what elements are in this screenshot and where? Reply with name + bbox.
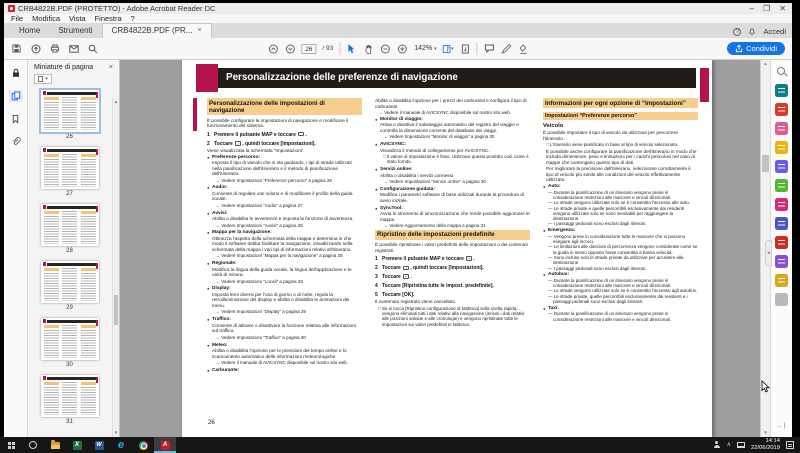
step bbox=[207, 132, 362, 138]
bullet-item bbox=[207, 230, 362, 259]
bullet-item bbox=[375, 206, 530, 230]
thumbnail-page-number: 26 bbox=[66, 134, 73, 140]
search-icon[interactable] bbox=[87, 43, 98, 55]
scroll-down-icon[interactable]: ▾ bbox=[114, 430, 118, 436]
thumbnail-page-number: 30 bbox=[66, 362, 73, 368]
page-thumbnail[interactable] bbox=[41, 318, 99, 368]
step-number: 2 bbox=[375, 265, 378, 272]
menu-bar bbox=[4, 14, 792, 23]
step bbox=[375, 292, 530, 298]
cross-reference: → Vedere Impostazioni “Avvisi” a pagina 28 bbox=[215, 222, 303, 228]
chevron-down-icon: ▾ bbox=[451, 45, 454, 52]
page-column-left bbox=[207, 98, 362, 437]
edge-icon bbox=[118, 440, 124, 451]
thumbnail-list bbox=[28, 86, 119, 437]
page-thumbnail[interactable] bbox=[41, 261, 99, 311]
bullet-icon: ● bbox=[375, 167, 378, 173]
cross-reference: → Vedere Impostazioni “Preferenze percorso” a pagina 26 bbox=[215, 177, 332, 183]
cortana-icon bbox=[29, 441, 37, 449]
bullet-term: Avvisi: bbox=[212, 210, 228, 216]
tab-close-icon[interactable]: × bbox=[197, 27, 202, 34]
bullet-icon: ● bbox=[207, 230, 210, 236]
paragraph: È possibile anche configurare la pianificazione dell'itinerario in modo che includa dimensione, peso e limitazioni per i carichi pericolosi nel caso di mappe che contengano questo tipo di dati. bbox=[546, 148, 697, 165]
bullet-term: Monitor di viaggio: bbox=[380, 116, 423, 122]
step-number: 1 bbox=[375, 256, 378, 263]
cross-reference: → Vedere il manuale di AVICSYNC disponibile sul nostro sito web. bbox=[215, 360, 349, 366]
select-tool-button[interactable] bbox=[346, 43, 357, 55]
zoom-level-select[interactable] bbox=[414, 45, 436, 52]
fill-sign-icon[interactable] bbox=[775, 198, 788, 211]
bullet-item bbox=[207, 343, 362, 367]
protected-lock-icon bbox=[9, 67, 23, 79]
search-tools-icon[interactable] bbox=[775, 65, 788, 78]
bullet-term: AVICSYNC: bbox=[380, 142, 407, 148]
tab-bar bbox=[4, 23, 792, 38]
people-icon[interactable] bbox=[713, 441, 721, 449]
bullet-desc: Modifica i parametri software di base utilizzati durante la procedura di avvio iniziale. bbox=[380, 192, 524, 203]
bullet-term: SyncTool: bbox=[380, 205, 403, 211]
scroll-down-icon[interactable]: ▾ bbox=[764, 430, 767, 436]
bullet-icon: ● bbox=[543, 184, 546, 190]
dash-item: — Le strade private, quelle percorribili esclusivamente dai residenti e i passaggi pedonali sono esclusi dagli itinerari. bbox=[548, 293, 688, 305]
share-button[interactable] bbox=[727, 42, 785, 55]
bullet-icon: ● bbox=[375, 186, 378, 192]
reference-arrow-icon: → bbox=[383, 223, 389, 229]
step-number: 5 bbox=[375, 292, 378, 299]
mouse-cursor bbox=[761, 380, 771, 393]
cross-reference: → Vedere Impostazioni “Mappa per la navigazione” a pagina 28 bbox=[215, 253, 343, 259]
dash-item: — Durante la pianificazione di un itinerario vengono prese in considerazione restrizioni alle manovre e vincoli direzionali. bbox=[548, 277, 672, 289]
step-text: Toccare [OK]. bbox=[382, 292, 415, 299]
bullet-desc: Consente di regolare vari volumi e di modificare il profilo della guida vocale. bbox=[212, 190, 353, 202]
collapse-panel-handle[interactable]: ◂ bbox=[765, 240, 772, 266]
bullet-icon: ● bbox=[207, 367, 210, 373]
organize-pages-icon[interactable] bbox=[775, 179, 788, 192]
sign-in-button[interactable]: Accedi bbox=[763, 27, 786, 36]
bullet-item bbox=[375, 167, 530, 185]
tools-panel bbox=[767, 60, 792, 437]
reference-arrow-icon: → bbox=[378, 110, 383, 115]
hand-tool-button[interactable] bbox=[363, 43, 374, 55]
print-icon[interactable] bbox=[49, 43, 60, 55]
bullet-item bbox=[207, 261, 362, 285]
bullet-item bbox=[207, 185, 362, 209]
zoom-in-button[interactable] bbox=[397, 43, 408, 55]
note-line: □ Se si tocca [Ripristino configurazione di fabbrica] sulla scelta rapida, vengono eliminati tutti i dati relativi alla navigazione (inclusi i dati relativi alle posizioni salvate e alle cronologie) e vengono ripristinate tutte le impostazioni sui valori predefiniti in fabbrica. bbox=[378, 305, 525, 327]
cross-reference: → Vedere Impostazioni “Audio” a pagina 27 bbox=[215, 202, 303, 208]
step-number: 2 bbox=[207, 140, 210, 147]
bullet-term: Configurazione guidata: bbox=[380, 186, 435, 192]
cross-reference: → Vedere Aggiornamento della mappa a pagina 31 bbox=[383, 223, 486, 229]
bullet-desc: Ottimizza l'aspetto della schermata della mappa e determina in che modo il software debba facilitare la navigazione, visualizzando nella schermata della mappa i vari tipi di informazioni relativi all'itinerario. bbox=[212, 235, 353, 252]
acrobat-icon bbox=[161, 441, 170, 450]
bullet-icon: ● bbox=[543, 272, 546, 278]
menu-modifica[interactable]: Modifica bbox=[32, 14, 61, 23]
note-line: □ L'itinerario viene pianificato in base al tipo di veicolo selezionato. bbox=[546, 142, 679, 148]
bell-icon[interactable] bbox=[748, 27, 756, 36]
step-number: 1 bbox=[207, 131, 210, 138]
bullet-icon: ● bbox=[375, 116, 378, 122]
step-text: Toccare › , quindi toccare [Impostazioni]. bbox=[382, 265, 484, 272]
file-explorer-icon bbox=[51, 442, 60, 449]
send-comments-icon[interactable] bbox=[775, 274, 788, 287]
page-number-input[interactable]: 26 bbox=[301, 44, 316, 54]
content-area bbox=[4, 60, 792, 437]
thumbnail-page-number: 29 bbox=[66, 305, 73, 311]
bullet-term: Meteo: bbox=[212, 342, 228, 348]
thumbnail-options-button[interactable]: ▾ bbox=[34, 74, 52, 84]
reference-arrow-icon: → bbox=[215, 360, 221, 366]
dash-item: — I passaggi pedonali sono esclusi dagli itinerari. bbox=[548, 265, 647, 271]
bookmarks-icon[interactable] bbox=[9, 113, 23, 125]
paragraph: È possibile ripristinare i valori predefiniti delle impostazioni o dei contenuti registrati. bbox=[375, 242, 528, 253]
bullet-term: Autobus: bbox=[548, 272, 570, 278]
bullet-item bbox=[543, 228, 698, 271]
taskbar bbox=[0, 437, 800, 453]
menu-finestra[interactable]: Finestra bbox=[94, 14, 122, 23]
bullet-desc: Abilita o disabilita l'opzione per le previsioni del tempo online e lo scaricamento automatico delle informazioni meteorologiche. bbox=[212, 348, 347, 359]
maximize-button[interactable]: ❐ bbox=[763, 4, 771, 13]
tray-chevron-icon[interactable]: ∧ bbox=[726, 442, 731, 448]
zoom-out-button[interactable] bbox=[380, 43, 391, 55]
action-center-icon[interactable] bbox=[786, 441, 794, 449]
toolbar bbox=[4, 38, 792, 60]
paragraph: È possibile configurare le impostazioni di navigazione e modificare il funzionamento del sistema. bbox=[207, 117, 349, 128]
page-footer-number: 26 bbox=[208, 420, 215, 426]
page-column-right bbox=[543, 98, 698, 437]
bullet-term: Emergenza: bbox=[548, 228, 576, 234]
clock[interactable] bbox=[751, 438, 780, 451]
page-total-label: / 93 bbox=[322, 45, 334, 52]
panel-close-icon[interactable]: × bbox=[108, 64, 113, 71]
paragraph: Per migliorare la precisione dell'itinerario, selezionare correttamente il tipo di veicolo più simile alle condizioni del veicolo effettivamente utilizzato. bbox=[546, 166, 691, 183]
bullet-item bbox=[207, 155, 362, 184]
taskbar-excel[interactable] bbox=[66, 437, 88, 453]
upload-cloud-icon[interactable] bbox=[30, 43, 41, 55]
menu-key-icon bbox=[466, 256, 472, 261]
step bbox=[207, 141, 362, 147]
dash-item: — Le strade private e quelle percorribili esclusivamente dai residenti vengono utilizzate solo se sono inevitabili per raggiungere la destinazione. bbox=[548, 205, 685, 222]
chrome-icon bbox=[139, 441, 148, 450]
protect-icon[interactable] bbox=[775, 217, 788, 230]
minimize-button[interactable]: – bbox=[749, 4, 755, 13]
pencil-tool-button[interactable] bbox=[501, 43, 512, 55]
taskbar-word[interactable] bbox=[88, 437, 110, 453]
step-text: Toccare . bbox=[382, 274, 412, 281]
menu-key-icon bbox=[403, 274, 409, 279]
tab-strumenti[interactable]: Strumenti bbox=[58, 26, 93, 35]
acrobat-logo-icon bbox=[8, 5, 15, 12]
step-text: Premere il pulsante MAP e toccare . bbox=[382, 256, 475, 263]
next-key-icon: › bbox=[235, 141, 241, 146]
combine-files-icon[interactable] bbox=[775, 160, 788, 173]
tab-document[interactable] bbox=[102, 23, 212, 38]
taskbar-chrome[interactable] bbox=[132, 437, 154, 453]
step bbox=[375, 265, 530, 271]
bullet-item bbox=[375, 187, 530, 205]
sign-certificates-icon[interactable] bbox=[775, 255, 788, 268]
taskbar-cortana[interactable] bbox=[22, 437, 44, 453]
bullet-desc: Abilita o disabilita le avvertenze e imposta la funzione di avvertenza. bbox=[212, 216, 354, 222]
thumbnail-page-number: 28 bbox=[66, 248, 73, 254]
bullet-desc: Abilita o disabilita i servizi connessi. bbox=[380, 172, 455, 178]
step-text: Toccare [Ripristina tutte le impost. predefinite]. bbox=[382, 283, 494, 290]
document-area bbox=[120, 60, 760, 437]
cross-reference: → Vedere Impostazioni “Locali” a pagina 29 bbox=[215, 278, 303, 284]
network-icon[interactable] bbox=[737, 442, 745, 448]
window-title: CRB4822B.PDF (PROTETTO) - Adobe Acrobat Reader DC bbox=[18, 4, 216, 13]
paragraph: È possibile impostare il tipo di veicolo da utilizzare per percorrere l'itinerario. bbox=[543, 130, 678, 141]
bullet-item bbox=[207, 368, 362, 374]
step-text: Toccare › , quindi toccare [Impostazioni]. bbox=[214, 140, 316, 147]
chevron-down-icon: ▾ bbox=[434, 45, 437, 52]
bullet-icon: ● bbox=[207, 261, 210, 267]
reference-arrow-icon: → bbox=[215, 177, 221, 183]
tab-home[interactable]: Home bbox=[19, 26, 41, 35]
taskbar-file-explorer[interactable] bbox=[44, 437, 66, 453]
thumbnails-panel-title: Miniature di pagina bbox=[34, 64, 94, 71]
next-page-button[interactable] bbox=[284, 43, 295, 55]
section-stripe bbox=[193, 98, 197, 131]
comment-tool-button[interactable] bbox=[484, 43, 495, 55]
bullet-icon: ● bbox=[375, 205, 378, 211]
page-thumbnails-icon[interactable] bbox=[9, 90, 23, 102]
bullet-item bbox=[543, 306, 698, 322]
step-number: 4 bbox=[375, 283, 378, 290]
next-key-icon: › bbox=[403, 266, 409, 271]
bullet-item bbox=[543, 272, 698, 304]
bullet-icon: ● bbox=[543, 305, 546, 311]
clock-time: 14:14 bbox=[765, 438, 780, 445]
bullet-term: Audio: bbox=[212, 185, 228, 191]
menu-key-icon bbox=[298, 132, 304, 137]
step-text: Premere il pulsante MAP e toccare . bbox=[214, 131, 307, 138]
taskbar-acrobat[interactable] bbox=[154, 437, 176, 453]
acrobat-window bbox=[4, 3, 792, 437]
optimize-pdf-icon[interactable] bbox=[775, 236, 788, 249]
bullet-term: Display: bbox=[212, 286, 231, 292]
comment-icon[interactable] bbox=[775, 141, 788, 154]
bullet-term: Carburante: bbox=[212, 367, 240, 373]
bullet-item bbox=[375, 142, 530, 166]
bullet-term: Taxi: bbox=[548, 305, 559, 311]
paragraph: Il contenuto registrato viene cancellato. bbox=[375, 299, 457, 305]
section-heading: Informazioni per ogni opzione di “Impostazioni” bbox=[543, 98, 698, 108]
bullet-term: Regionale: bbox=[212, 261, 237, 267]
create-pdf-icon[interactable] bbox=[775, 103, 788, 116]
thumbnails-scrollbar[interactable] bbox=[112, 98, 119, 437]
menu-help[interactable]: ? bbox=[130, 14, 135, 23]
bullet-icon: ● bbox=[207, 210, 210, 216]
bullet-desc: Modifica la lingua della guida vocale, la lingua dell'applicazione e le unità di misura. bbox=[212, 266, 352, 278]
taskbar-start[interactable] bbox=[0, 437, 22, 453]
bullet-icon: ● bbox=[543, 228, 546, 234]
zoom-level-value: 142% bbox=[414, 45, 433, 52]
title-bar bbox=[4, 3, 792, 14]
thumbnails-panel bbox=[28, 60, 120, 437]
share-button-label: Condividi bbox=[746, 44, 777, 53]
page-thumbnail[interactable] bbox=[41, 90, 99, 140]
menu-file[interactable]: File bbox=[11, 14, 24, 23]
paragraph: Abilita o disabilita l'opzione per i prezzi dei carburanti e configura il tipo di carburante bbox=[375, 98, 527, 109]
export-pdf-icon[interactable] bbox=[775, 84, 788, 97]
excel-icon bbox=[73, 441, 82, 450]
cross-reference: → Vedere Impostazioni “Servizi online” a pagina 30 bbox=[383, 179, 486, 185]
scrollbar-thumb[interactable] bbox=[762, 155, 769, 172]
note-square-icon: □ bbox=[383, 154, 386, 160]
expand-tools-icon[interactable]: →❘ bbox=[775, 423, 788, 429]
scroll-mode-button[interactable] bbox=[460, 43, 471, 55]
chapter-marker bbox=[196, 64, 218, 92]
dash-item: — Le limitazioni alle direzioni di percorrenza vengono considerate come se la guida in senso opposto fosse consentita a bassa velocità. bbox=[548, 244, 698, 255]
bullet-icon: ● bbox=[207, 185, 210, 191]
dash-item: — Durante la pianificazione di un itinerario vengono prese in considerazione restrizioni alle manovre e vincoli direzionali. bbox=[548, 311, 672, 322]
sub-heading: Impostazioni “Preferenze percorso” bbox=[543, 112, 698, 120]
reference-arrow-icon: → bbox=[215, 309, 221, 315]
more-tools-icon[interactable] bbox=[775, 293, 788, 306]
step bbox=[375, 274, 530, 280]
reference-arrow-icon: → bbox=[383, 179, 389, 185]
page-column-middle bbox=[375, 98, 530, 437]
dash-item: — Vengono prese in considerazione tutte le manovre che si possono eseguire agli incroci. bbox=[548, 233, 686, 245]
email-icon[interactable] bbox=[68, 43, 79, 55]
bullet-item bbox=[543, 184, 698, 227]
bullet-item bbox=[375, 117, 530, 141]
dash-item: — Sono incluse solo le strade private da utilizzare per accedere alla destinazione. bbox=[548, 254, 684, 266]
close-button[interactable]: ✕ bbox=[779, 4, 786, 13]
bullet-icon: ● bbox=[207, 154, 210, 160]
stamp-tool-button[interactable] bbox=[518, 43, 529, 55]
bullet-item bbox=[207, 286, 362, 315]
note-line: □ Il valore di impostazione è fisso. Utilizzare questo prodotto così come è stato fornito. bbox=[383, 154, 529, 165]
bullet-icon: ● bbox=[375, 142, 378, 148]
scroll-up-icon[interactable]: ▴ bbox=[764, 61, 767, 67]
page-thumbnail[interactable] bbox=[41, 147, 99, 197]
bullet-item bbox=[207, 211, 362, 229]
thumbnail-page-number: 27 bbox=[66, 191, 73, 197]
reference-arrow-icon: → bbox=[383, 134, 389, 140]
step bbox=[375, 256, 530, 262]
bullet-icon: ● bbox=[207, 317, 210, 323]
dash-item: — Le strade vengono utilizzate solo se è consentito l'accesso alle auto. bbox=[548, 200, 690, 206]
help-icon[interactable]: ? bbox=[733, 28, 741, 36]
bullet-term: Auto: bbox=[548, 184, 561, 190]
chapter-title: Personalizzazione delle preferenze di navigazione bbox=[218, 68, 696, 88]
section-heading: Personalizzazione delle impostazioni di navigazione bbox=[207, 98, 362, 115]
reference-arrow-icon: → bbox=[215, 202, 221, 208]
cross-reference: → Vedere Impostazioni “Monitor di viaggio” a pagina 30 bbox=[383, 134, 495, 140]
bullet-desc: Imposta temi diversi per l'uso di giorno o di notte, regola la retroilluminazione del display e abilita o disabilita le animazioni dei menu. bbox=[212, 291, 350, 308]
word-icon bbox=[95, 441, 104, 450]
reference-arrow-icon: → bbox=[215, 334, 221, 340]
bullet-desc: Imposta il tipo di veicolo che si sta guidando, i tipi di strade utilizzati nella pianificazione dell'itinerario e il metodo di pianificazione dell'itinerario. bbox=[212, 160, 352, 176]
edit-pdf-icon[interactable] bbox=[775, 122, 788, 135]
system-tray bbox=[713, 438, 800, 451]
note-square-icon: □ bbox=[378, 305, 381, 311]
note-square-icon: □ bbox=[546, 142, 549, 148]
page-thumbnail[interactable] bbox=[41, 204, 99, 254]
bullet-item bbox=[207, 317, 362, 341]
bullet-desc: Visualizza il metodo di collegamento per AVICSYNC. bbox=[380, 147, 490, 153]
toolbar-page-controls bbox=[267, 42, 528, 55]
tab-document-label: CRB4822B.PDF (PR... bbox=[111, 26, 193, 35]
chapter-edge-tab bbox=[700, 68, 709, 102]
dash-item: — Durante la pianificazione di un itinerario vengono prese in considerazione restrizioni alle manovre e vincoli direzionali. bbox=[548, 189, 672, 200]
step bbox=[375, 283, 530, 289]
bullet-term: Servizi online: bbox=[380, 167, 413, 173]
taskbar-edge[interactable] bbox=[110, 437, 132, 453]
scroll-up-icon[interactable]: ▴ bbox=[114, 99, 118, 105]
page-thumbnail[interactable] bbox=[41, 375, 99, 425]
bullet-desc: Attiva o disattiva il salvataggio automatico del registro del viaggio e controlla la dimensione corrente del database dei viaggi. bbox=[380, 122, 519, 133]
reference-arrow-icon: → bbox=[215, 222, 221, 228]
thumbnail-page-number: 31 bbox=[66, 419, 73, 425]
term-heading: Veicolo bbox=[543, 123, 564, 130]
bullet-desc: Consente di attivare o disattivare la funzione relativa alle informazioni sul traffico. bbox=[212, 322, 356, 334]
reference-arrow-icon: → bbox=[215, 253, 221, 259]
menu-vista[interactable]: Vista bbox=[69, 14, 86, 23]
bullet-term: Preferenze percorso: bbox=[212, 154, 261, 160]
pdf-page bbox=[182, 60, 712, 437]
clock-date: 22/06/2019 bbox=[750, 445, 780, 451]
bullet-term: Mappa per la navigazione: bbox=[212, 230, 272, 236]
save-icon[interactable] bbox=[11, 43, 22, 55]
dash-item: — I passaggi pedonali sono esclusi dagli itinerari. bbox=[548, 221, 647, 227]
bullet-desc: Avvia lo strumento di sincronizzazione che rende possibile aggiornare le mappe. bbox=[380, 211, 530, 222]
dash-item: — Le strade vengono utilizzate solo se è consentito l'accesso agli autobus. bbox=[548, 288, 698, 294]
reference-arrow-icon: → bbox=[215, 278, 221, 284]
page-view-button[interactable] bbox=[443, 43, 454, 55]
navigation-rail bbox=[4, 60, 28, 437]
cross-reference: → Vedere il manuale di AVICSYNC disponibile sul nostro sito web. bbox=[378, 110, 511, 115]
bullet-icon: ● bbox=[207, 286, 210, 292]
cross-reference: → Vedere Impostazioni “Traffico” a pagina 30 bbox=[215, 334, 306, 340]
bullet-term: Traffico: bbox=[212, 317, 231, 323]
cross-reference: → Vedere Impostazioni “Display” a pagina 29 bbox=[215, 309, 306, 315]
attachments-icon[interactable] bbox=[9, 136, 23, 148]
bullet-icon: ● bbox=[207, 342, 210, 348]
previous-page-button[interactable] bbox=[267, 43, 278, 55]
step-number: 3 bbox=[375, 274, 378, 281]
start-icon bbox=[8, 442, 15, 449]
section-heading: Ripristino delle impostazioni predefinite bbox=[375, 230, 530, 240]
paragraph: Viene visualizzata la schermata “Impostazioni”. bbox=[207, 147, 305, 153]
